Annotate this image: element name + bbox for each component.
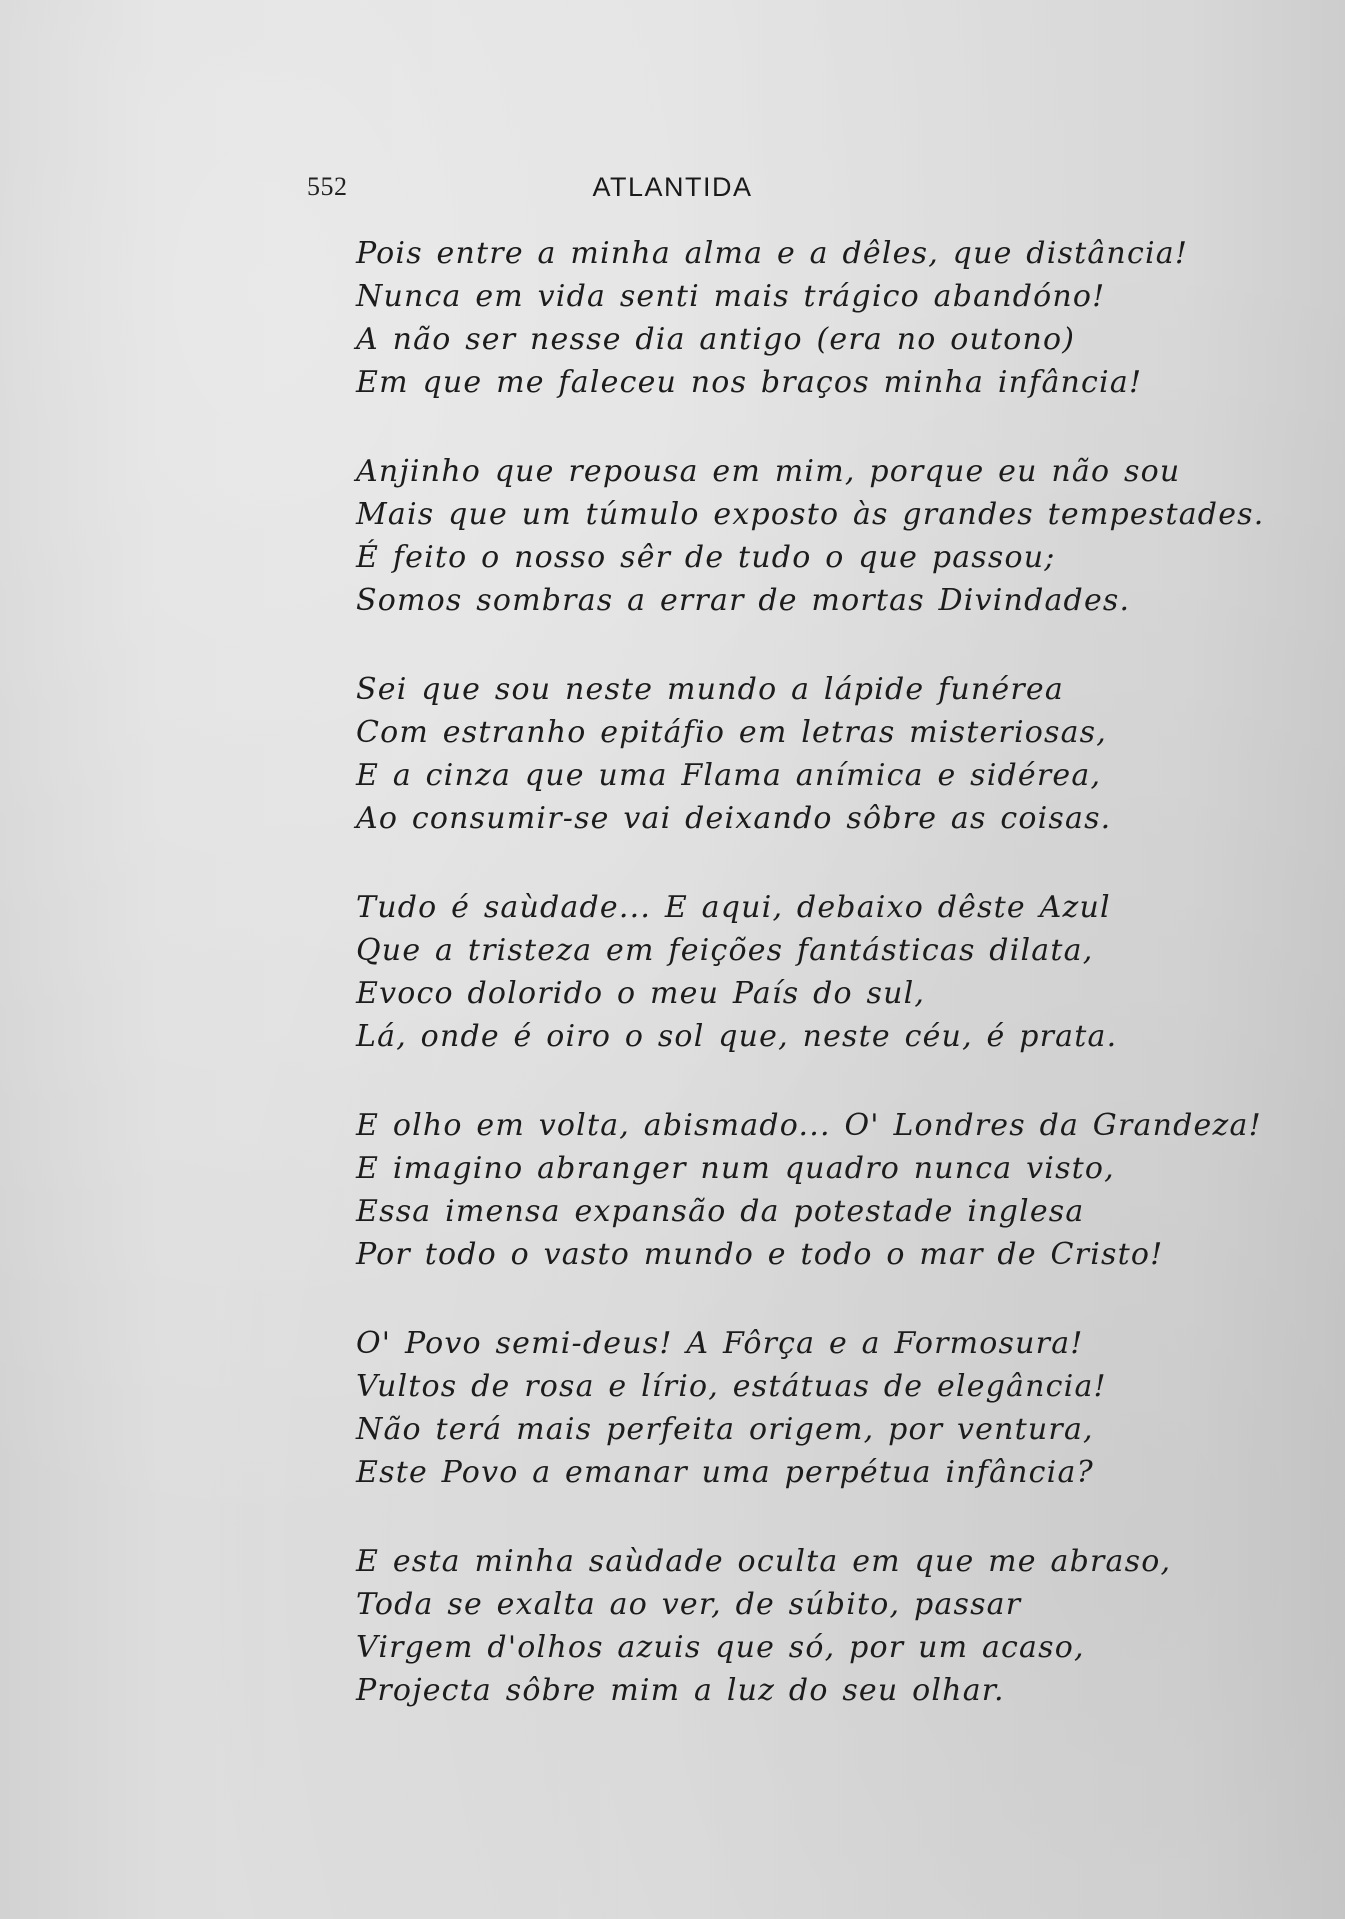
running-title: ATLANTIDA	[592, 172, 753, 202]
verse-line: Toda se exalta ao ver, de súbito, passar	[356, 1587, 1022, 1622]
verse-line: E a cinza que uma Flama anímica e sidérea,	[356, 758, 1102, 793]
stanza-4	[356, 886, 1176, 1058]
verse-line: Ao consumir-se vai deixando sôbre as coisas.	[356, 801, 1112, 836]
stanza-5	[356, 1104, 1262, 1276]
verse-line: E imagino abranger num quadro nunca visto,	[356, 1151, 1115, 1186]
verse-line: Pois entre a minha alma e a dêles, que distância!	[356, 236, 1189, 271]
poem	[356, 232, 1265, 1758]
verse-line: Anjinho que repousa em mim, porque eu não sou	[356, 454, 1181, 489]
verse-line: E olho em volta, abismado... O' Londres da Grandeza!	[356, 1108, 1262, 1143]
verse-line: E esta minha saùdade oculta em que me abraso,	[356, 1544, 1172, 1579]
verse-line: O' Povo semi-deus! A Fôrça e a Formosura!	[356, 1326, 1084, 1361]
verse-line: Por todo o vasto mundo e todo o mar de Cristo!	[356, 1237, 1164, 1272]
verse-line: Que a tristeza em feições fantásticas dilata,	[356, 933, 1094, 968]
verse-line: A não ser nesse dia antigo (era no outono)	[356, 322, 1076, 357]
verse-line: Não terá mais perfeita origem, por ventura,	[356, 1412, 1094, 1447]
stanza-7	[356, 1540, 1176, 1712]
verse-line: Sei que sou neste mundo a lápide funérea	[356, 672, 1064, 707]
verse-line: Projecta sôbre mim a luz do seu olhar.	[356, 1673, 1005, 1708]
verse-line: Nunca em vida senti mais trágico abandóno!	[356, 279, 1106, 314]
stanza-3	[356, 668, 1176, 840]
verse-line: Mais que um túmulo exposto às grandes tempestades.	[356, 497, 1265, 532]
verse-line: Lá, onde é oiro o sol que, neste céu, é prata.	[356, 1019, 1118, 1054]
page-number: 552	[307, 172, 348, 201]
stanza-2	[356, 450, 1265, 622]
verse-line: Este Povo a emanar uma perpétua infância?	[356, 1455, 1094, 1490]
stanza-1	[356, 232, 1189, 404]
stanza-6	[356, 1322, 1176, 1494]
verse-line: Somos sombras a errar de mortas Divindades.	[356, 583, 1131, 618]
verse-line: Tudo é saùdade... E aqui, debaixo dêste Azul	[356, 890, 1111, 925]
verse-line: Evoco dolorido o meu País do sul,	[356, 976, 926, 1011]
verse-line: Essa imensa expansão da potestade inglesa	[356, 1194, 1085, 1229]
verse-line: Vultos de rosa e lírio, estátuas de elegância!	[356, 1369, 1107, 1404]
verse-line: É feito o nosso sêr de tudo o que passou;	[356, 540, 1056, 575]
verse-line: Virgem d'olhos azuis que só, por um acaso,	[356, 1630, 1085, 1665]
verse-line: Em que me faleceu nos braços minha infância!	[356, 365, 1143, 400]
verse-line: Com estranho epitáfio em letras misteriosas,	[356, 715, 1108, 750]
